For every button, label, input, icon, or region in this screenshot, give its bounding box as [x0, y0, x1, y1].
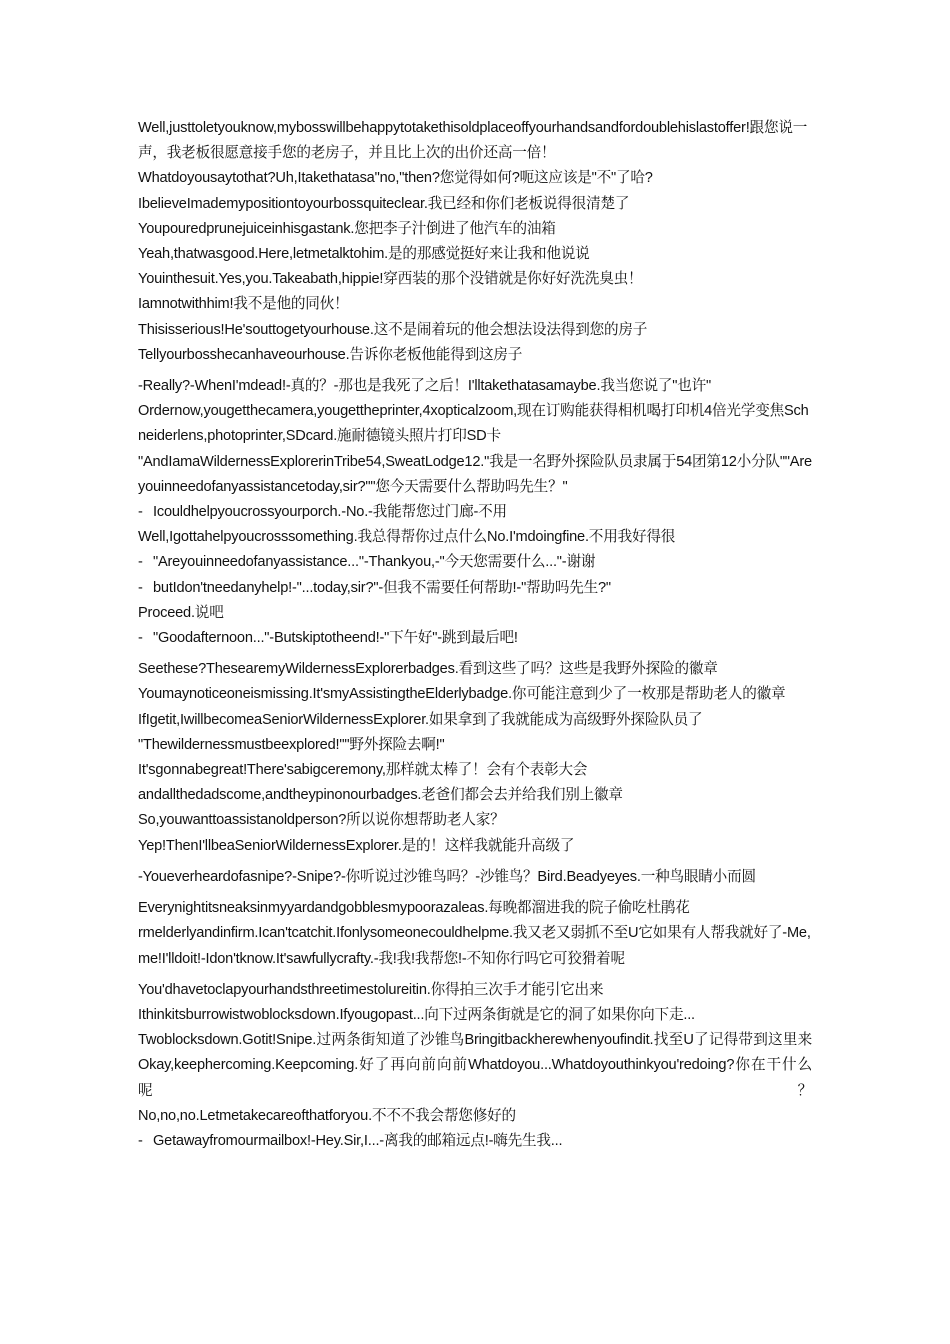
text-line: Ordernow,yougetthecamera,yougettheprinter,4xopticalzoom,现在订购能获得相机喝打印机4倍光学变焦Schneiderlens,photoprinter,SDcard.施耐德镜头照片打印SD卡: [138, 403, 809, 445]
text-line: Youpouredprunejuiceinhisgastank.您把李子汁倒进了他汽车的油箱: [138, 220, 556, 237]
text-line: Youmaynoticeoneismissing.It'smyAssistingtheElderlybadge.你可能注意到少了一枚那是帮助老人的徽章: [138, 686, 786, 703]
text-line: Twoblocksdown.Gotit!Snipe.过两条街知道了沙锥鸟Bringitbackherewhenyoufindit.找至U了记得带到这里来Okay,keephercoming.Keepcoming.好了再向前向前Whatdoyou...Whatdoyouthinkyou'redoing?你在干什么呢？: [138, 1032, 812, 1099]
text-line: IbelieveImademypositiontoyourbossquiteclear.我已经和你们老板说得很清楚了: [138, 195, 630, 212]
text-line: -Really?-WhenI'mdead!-真的？-那也是我死了之后！I'lltakethatasamaybe.我当您说了"也许": [138, 378, 712, 395]
text-line: Whatdoyousaytothat?Uh,Itakethatasa"no,"then?您觉得如何?呃这应该是"不"了哈?: [138, 170, 653, 187]
bullet-line: - "Goodafternoon..."-Butskiptotheend!-"下午好"-跳到最后吧!: [138, 626, 812, 651]
text-line: Seethese?ThesearemyWildernessExplorerbadges.看到这些了吗？这些是我野外探险的徽章: [138, 661, 718, 678]
bullet-line: - Icouldhelpyoucrossyourporch.-No.-我能帮您过门廊-不用: [138, 500, 812, 525]
text-line: "AndIamaWildernessExplorerinTribe54,SweatLodge12."我是一名野外探险队员隶属于54团第12小分队""Areyouinneedofanyassistancetoday,sir?""您今天需要什么帮助吗先生？": [138, 453, 812, 495]
text-line: IfIgetit,IwillbecomeaSeniorWildernessExplorer.如果拿到了我就能成为高级野外探险队员了: [138, 711, 703, 728]
bullet-line: - "Areyouinneedofanyassistance..."-Thankyou,-"今天您需要什么..."-谢谢: [138, 550, 812, 575]
document-body: [138, 116, 812, 1154]
text-line: Proceed.说吧: [138, 604, 224, 621]
text-line: It'sgonnabegreat!There'sabigceremony,那样就太棒了！会有个表彰大会: [138, 762, 588, 779]
text-line: Well,Igottahelpyoucrosssomething.我总得帮你过点什么No.I'mdoingfine.不用我好得很: [138, 529, 676, 546]
text-line: rmelderlyandinfirm.Ican'tcatchit.Ifonlysomeonecouldhelpme.我又老又弱抓不至U它如果有人帮我就好了-Me,me!I'lldoit!-Idon'tknow.It'sawfullycrafty.-我!我!我帮您!-不知你行吗它可狡猾着呢: [138, 925, 811, 967]
text-line: No,no,no.Letmetakecareofthatforyou.不不不我会帮您修好的: [138, 1107, 516, 1124]
text-line: Well,justtoletyouknow,mybosswillbehappytotakethisoldplaceoffyourhandsandfordoublehislastoffer!跟您说一声，我老板很愿意接手您的老房子，并且比上次的出价还高一倍！: [138, 120, 808, 162]
text-line: -Youeverheardofasnipe?-Snipe?-你听说过沙锥鸟吗？-沙锥鸟？Bird.Beadyeyes.一种鸟眼睛小而圆: [138, 868, 756, 885]
text-line: Yeah,thatwasgood.Here,letmetalktohim.是的那感觉挺好来让我和他说说: [138, 246, 590, 263]
text-line: Yep!ThenI'llbeaSeniorWildernessExplorer.是的！这样我就能升高级了: [138, 837, 575, 854]
text-line: Iamnotwithhim!我不是他的同伙！: [138, 296, 349, 313]
bullet-line: - butIdon'tneedanyhelp!-"...today,sir?"-但我不需要任何帮助!-"帮助吗先生?": [138, 576, 812, 601]
text-line: Youinthesuit.Yes,you.Takeabath,hippie!穿西装的那个没错就是你好好洗洗臭虫！: [138, 271, 643, 288]
text-line: So,youwanttoassistanoldperson?所以说你想帮助老人家？: [138, 812, 505, 829]
text-line: andallthedadscome,andtheypinonourbadges.老爸们都会去并给我们别上徽章: [138, 787, 623, 804]
text-line: Ithinkitsburrowistwoblocksdown.Ifyougopast...向下过两条街就是它的洞了如果你向下走...: [138, 1006, 695, 1023]
text-line: Thisisserious!He'souttogetyourhouse.这不是闹着玩的他会想法设法得到您的房子: [138, 321, 648, 338]
text-line: Tellyourbosshecanhaveourhouse.告诉你老板他能得到这房子: [138, 346, 523, 363]
text-line: "Thewildernessmustbeexplored!""野外探险去啊!": [138, 736, 445, 753]
text-line: Everynightitsneaksinmyyardandgobblesmypoorazaleas.每晚都溜进我的院子偷吃杜鹃花: [138, 900, 690, 917]
text-line: You'dhavetoclapyourhandsthreetimestolureitin.你得拍三次手才能引它出来: [138, 981, 604, 998]
bullet-line: - Getawayfromourmailbox!-Hey.Sir,I...-离我的邮箱远点!-嗨先生我...: [138, 1129, 812, 1154]
